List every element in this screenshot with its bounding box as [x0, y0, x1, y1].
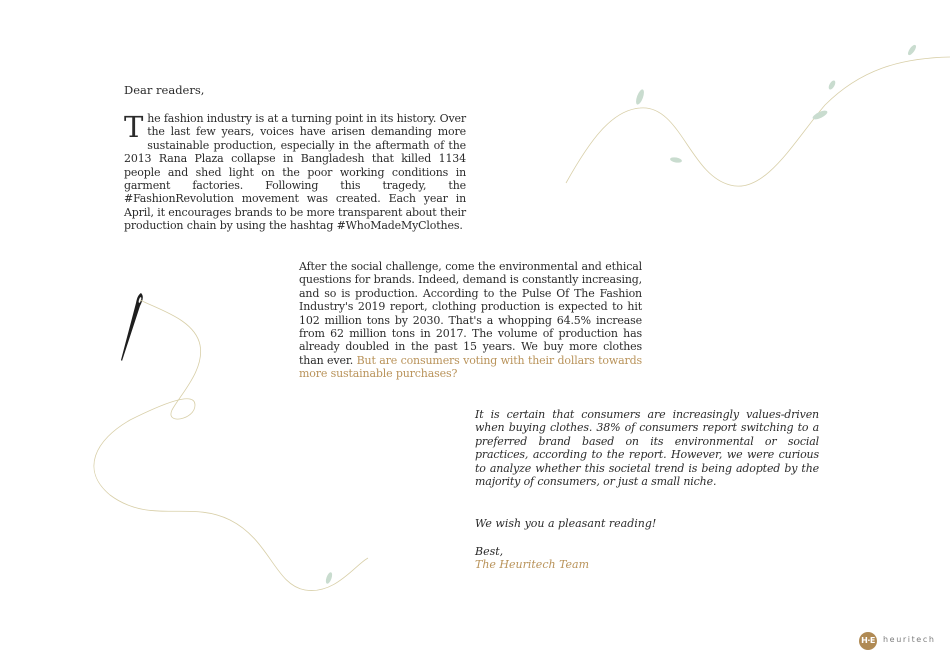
letter-greeting: Dear readers, [124, 83, 205, 97]
leaf-icon [907, 44, 918, 57]
sewing-needle-icon [121, 293, 143, 361]
leaf-icon [670, 156, 683, 163]
closing-line: Best, [475, 545, 504, 558]
highlighted-question: But are consumers voting with their dollars towards more sustainable purchases? [299, 353, 642, 381]
signature: The Heuritech Team [475, 558, 590, 571]
heuritech-logo-text: heuritech [883, 635, 936, 644]
leaf-icon [811, 109, 828, 121]
intro-paragraph [124, 112, 466, 233]
environmental-paragraph [299, 260, 642, 381]
intro-paragraph-text: he fashion industry is at a turning point in its history. Over the last few years, voices have arisen demanding more sustainable production, especially in the aftermath of the 2013 Rana Plaza collapse in Bangladesh that killed 1134 people and shed light on the poor working conditions in garment factories. Following this tragedy, the #FashionRevolution movement was created. Each year in April, it encourages brands to be more transparent about their production chain by using the hashtag #WhoMadeMyClothes. [124, 112, 466, 233]
wish-line: We wish you a pleasant reading! [475, 517, 657, 530]
leaf-icon [827, 79, 836, 90]
environmental-paragraph-text: After the social challenge, come the environmental and ethical questions for brands. Indeed, demand is constantly increasing, and so is production. According to the Pulse Of The Fashion Industry's 2019 report, clothing production is expected to hit 102 million tons by 2030. That's a whopping 64.5% increase from 62 million tons in 2017. The volume of production has already doubled in the past 15 years. We buy more clothes than ever. [299, 260, 642, 367]
vine-thread-line [566, 57, 950, 186]
leaf-icon [634, 88, 645, 105]
consumer-paragraph: It is certain that consumers are increasingly values-driven when buying clothes. 38% of consumers report switching to a preferred brand based on its environmental or social practices, according to the report. However, we were curious to analyze whether this societal trend is being adopted by the majority of consumers, or just a small niche. [475, 408, 819, 489]
drop-cap: T [124, 110, 144, 144]
heuritech-logo-icon: H·E [859, 632, 877, 650]
leaf-icon [325, 572, 334, 585]
